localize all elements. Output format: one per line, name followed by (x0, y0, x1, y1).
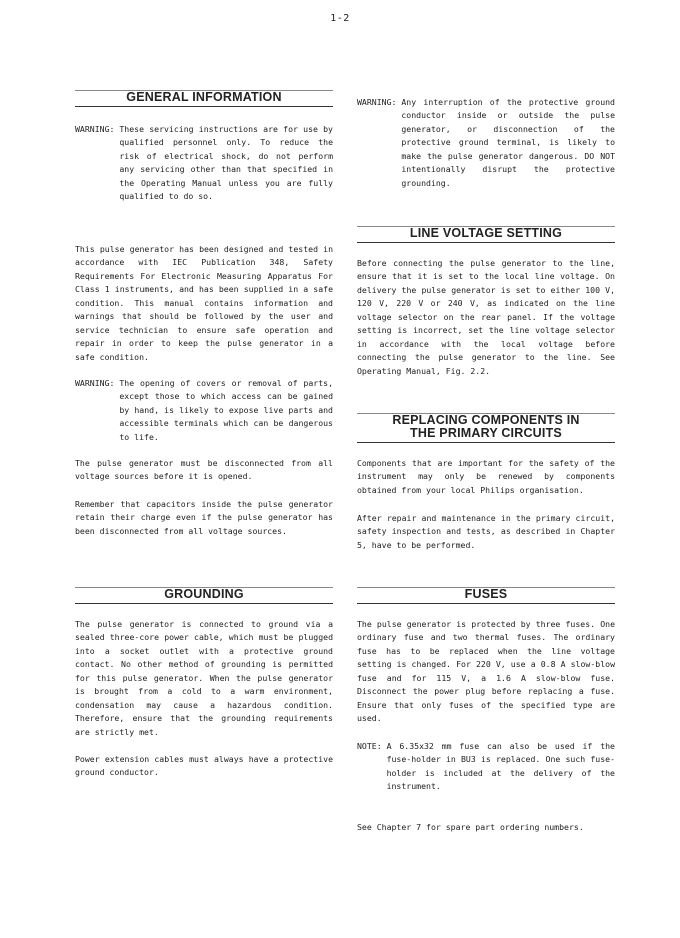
paragraph: The pulse generator is connected to ground via a sealed three-core power cable, which must be plugged into a socket outlet with a protective ground contact. No other method of grounding is permitted for this pulse generator. When the pulse generator is brought from a cold to a warm environment, condensation may cause a hazardous condition. Therefore, ensure that the grounding requirements are strictly met. (75, 619, 333, 737)
paragraph: Components that are important for the safety of the instrument may only be renewed by components obtained from your local Philips organisation. (357, 458, 615, 495)
warning-text: Any interruption of the protective ground conductor inside or outside the pulse generator, or disconnection of the protective ground terminal, is likely to make the pulse generator dangerous. DO NOT intentionally disrupt the protective grounding. (401, 97, 615, 188)
heading-rule-bottom (75, 106, 333, 107)
paragraph: The pulse generator must be disconnected from all voltage sources before it is opened. (75, 458, 333, 482)
section-heading-grounding: GROUNDING (164, 587, 244, 601)
paragraph: After repair and maintenance in the primary circuit, safety inspection and tests, as described in Chapter 5, have to be performed. (357, 513, 615, 550)
general-information-warning-2 (75, 377, 333, 444)
line-voltage-paragraph (357, 257, 615, 378)
section-heading-general-information: GENERAL INFORMATION (126, 90, 282, 104)
paragraph: This pulse generator has been designed and tested in accordance with IEC Publication 348, Safety Requirements For Electronic Measuring Apparatus For Class 1 instruments, and has been supplied in a safe condition. This manual contains information and warnings that should be followed by the user and service technician to ensure safe operation and repair in order to keep the pulse generator in a safe condition. (75, 244, 333, 362)
warning-label: WARNING: (357, 97, 402, 107)
paragraph: Before connecting the pulse generator to the line, ensure that it is set to the local line voltage. On delivery the pulse generator is set to either 100 V, 120 V, 220 V or 240 V, as indicated on the line voltage selector on the rear panel. If the voltage setting is incorrect, set the line voltage selector in accordance with the local voltage before connecting the pulse generator to the line. See Operating Manual, Fig. 2.2. (357, 258, 615, 376)
general-information-paragraph-1 (75, 243, 333, 364)
warning-text: These servicing instructions are for use by qualified personnel only. To reduce the risk of electrical shock, do not perform any servicing other than that specified in the Operating Manual unless you are fully qualified to do so. (119, 124, 333, 202)
section-heading-line-voltage-setting: LINE VOLTAGE SETTING (409, 226, 563, 240)
section-heading-replacing-components (357, 414, 615, 440)
warning-label: WARNING: (75, 124, 120, 134)
note-label: NOTE: (357, 741, 387, 751)
fuses-paragraph-1 (357, 618, 615, 726)
general-information-paragraph-3 (75, 498, 333, 538)
heading-rule-bottom (357, 242, 615, 243)
paragraph: Remember that capacitors inside the pulse generator retain their charge even if the pulse generator has been disconnected from all voltage sources. (75, 499, 333, 536)
fuses-note (357, 740, 615, 794)
general-information-paragraph-2 (75, 457, 333, 484)
grounding-paragraph-2 (75, 753, 333, 780)
heading-rule-bottom (357, 603, 615, 604)
note-text: A 6.35x32 mm fuse can also be used if the fuse-holder in BU3 is replaced. One such fuse-holder is included at the delivery of the instrument. (386, 741, 615, 792)
warning-label: WARNING: (75, 378, 120, 388)
heading-rule-bottom (75, 603, 333, 604)
grounding-paragraph-1 (75, 618, 333, 739)
general-information-warning-1 (75, 123, 333, 204)
section-heading-fuses: FUSES (464, 587, 508, 601)
paragraph: See Chapter 7 for spare part ordering numbers. (357, 822, 584, 832)
grounding-warning (357, 96, 615, 190)
warning-text: The opening of covers or removal of parts, except those to which access can be gained by hand, is likely to expose live parts and accessible terminals which can be dangerous to life. (119, 378, 333, 442)
fuses-paragraph-2 (357, 821, 615, 834)
heading-line-2: THE PRIMARY CIRCUITS (410, 426, 562, 440)
paragraph: Power extension cables must always have a protective ground conductor. (75, 754, 333, 778)
page-number: 1-2 (330, 13, 350, 24)
replacing-paragraph-2 (357, 512, 615, 552)
heading-line-1: REPLACING COMPONENTS IN (392, 413, 580, 427)
heading-rule-bottom (357, 442, 615, 443)
replacing-paragraph-1 (357, 457, 615, 497)
paragraph: The pulse generator is protected by three fuses. One ordinary fuse and two thermal fuses. The ordinary fuse has to be replaced when the line voltage setting is changed. For 220 V, use a 0.8 A slow-blow fuse and for 115 V, a 1.6 A slow-blow fuse. Disconnect the power plug before replacing a fuse. Ensure that only fuses of the specified type are used. (357, 619, 615, 724)
